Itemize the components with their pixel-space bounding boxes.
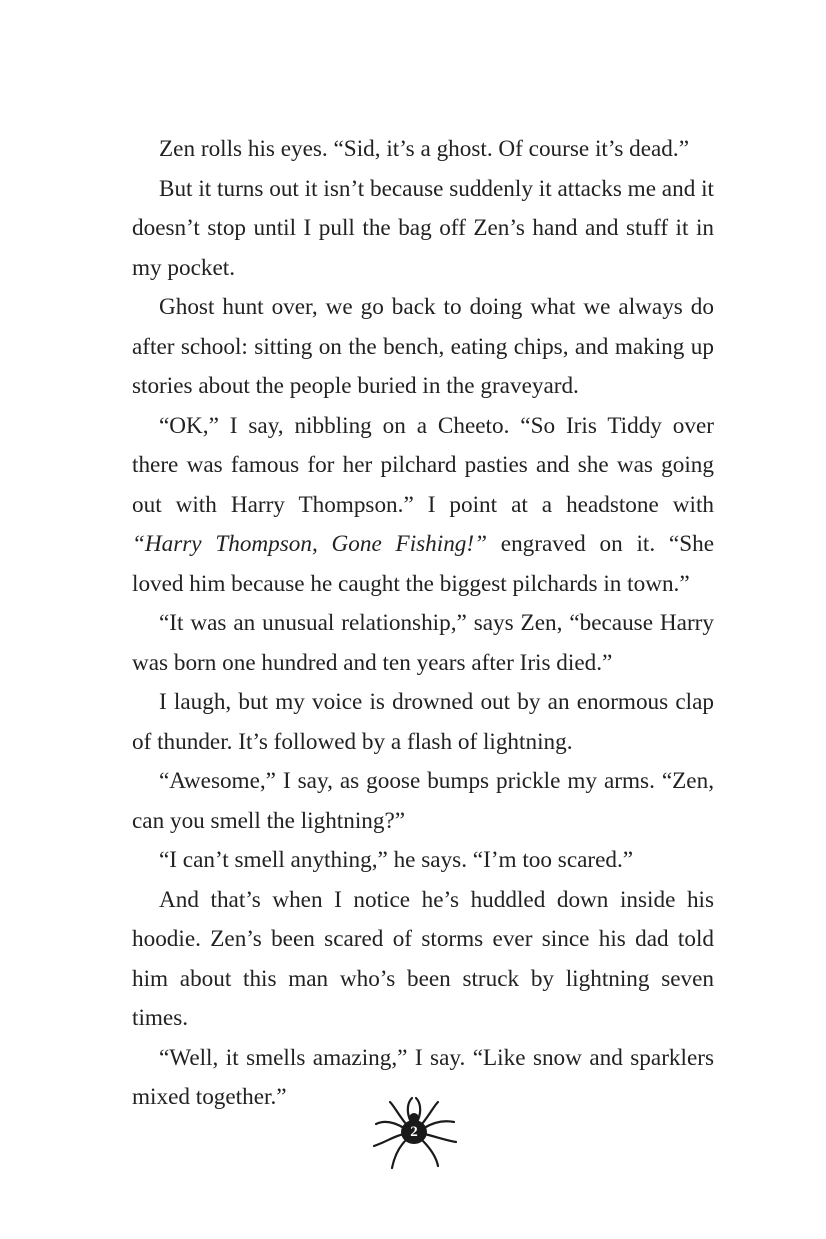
paragraph-4-text-start: “OK,” I say, nibbling on a Cheeto. “So Iris Tiddy over there was famous for her pilchard pasties and she was going out with Harry Thompson.” I point at a headstone with xyxy=(132,412,714,518)
paragraph-5: “It was an unusual relationship,” says Zen, “because Harry was born one hundred and ten years after Iris died.” xyxy=(132,610,714,676)
paragraph-2: But it turns out it isn’t because suddenly it attacks me and it doesn’t stop until I pull the bag off Zen’s hand and stuff it in my pocket. xyxy=(132,175,714,281)
paragraph-8: “I can’t smell anything,” he says. “I’m too scared.” xyxy=(159,847,634,873)
paragraph-7: “Awesome,” I say, as goose bumps prickle my arms. “Zen, can you smell the lightning?” xyxy=(132,768,714,834)
paragraph-1: Zen rolls his eyes. “Sid, it’s a ghost. Of course it’s dead.” xyxy=(159,136,689,162)
paragraph-4-text-end: engraved on it. “She loved him because he caught the biggest pilchards in town.” xyxy=(132,531,715,597)
paragraph-9: And that’s when I notice he’s huddled down inside his hoodie. Zen’s been scared of storms ever since his dad told him about this man who’s been struck by lightning seven times. xyxy=(132,886,714,1031)
page-number: 2 xyxy=(410,1124,418,1140)
paragraph-6: I laugh, but my voice is drowned out by an enormous clap of thunder. It’s followed by a flash of lightning. xyxy=(132,689,714,755)
paragraph-3: Ghost hunt over, we go back to doing what we always do after school: sitting on the bench, eating chips, and making up stories about the people buried in the graveyard. xyxy=(132,294,714,399)
paragraph-4 xyxy=(132,407,714,605)
body-text xyxy=(132,130,714,1118)
headstone-inscription: “Harry Thompson, Gone Fishing!” xyxy=(132,531,488,557)
paragraph-10: “Well, it smells amazing,” I say. “Like snow and sparklers mixed together.” xyxy=(132,1044,714,1110)
